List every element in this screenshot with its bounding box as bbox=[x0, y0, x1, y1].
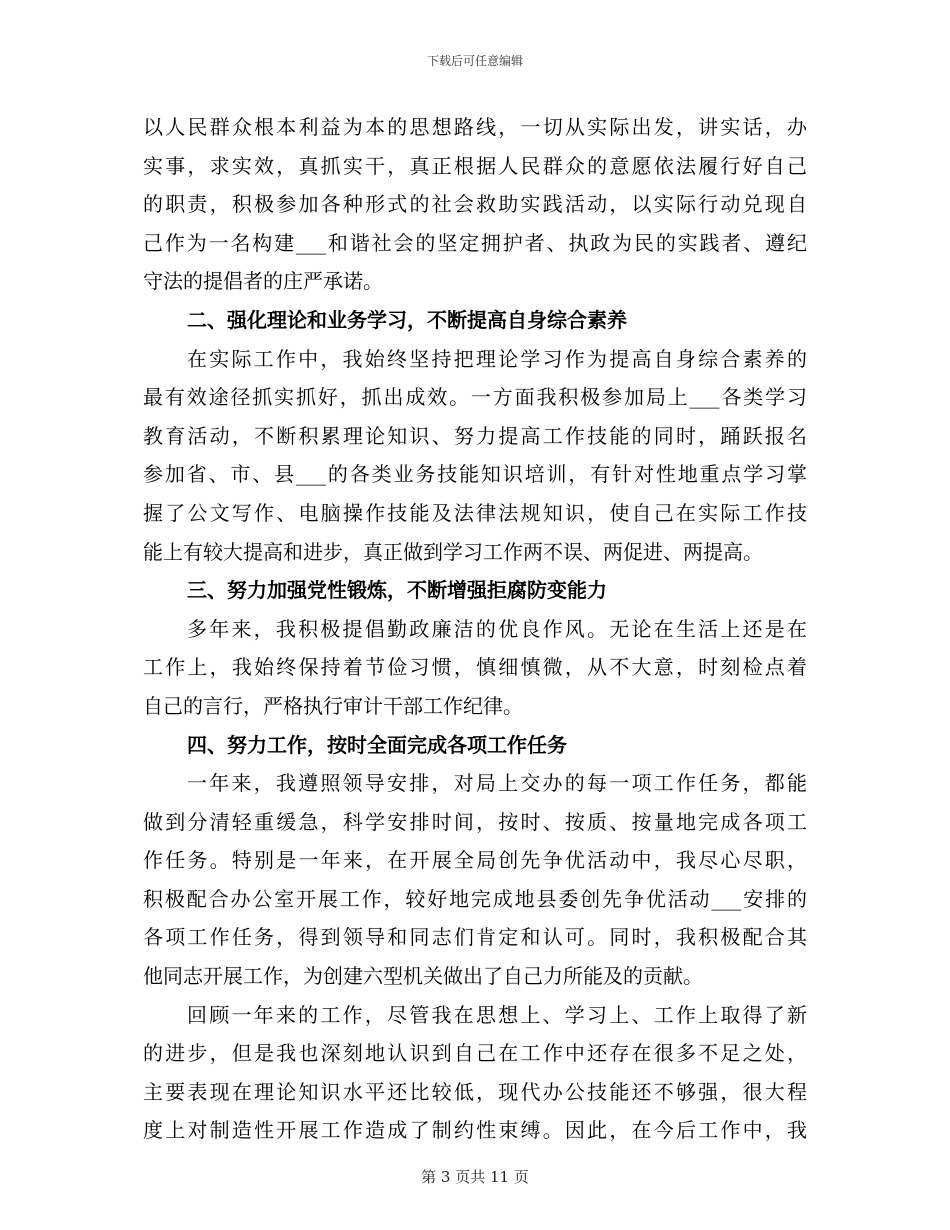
body-line: 守法的提倡者的庄严承诺。 bbox=[143, 269, 383, 294]
body-line: 他同志开展工作，为创建六型机关做出了自己力所能及的贡献。 bbox=[143, 964, 703, 989]
body-line: 度上对制造性开展工作造成了制约性束缚。因此，在今后工作中，我 bbox=[143, 1118, 807, 1143]
page-header: 下载后可任意编辑 bbox=[426, 54, 523, 68]
paragraph-first-line: 一年来，我遵照领导安排，对局上交办的每一项工作任务，都能 bbox=[187, 771, 807, 796]
body-line: 以人民群众根本利益为本的思想路线，一切从实际出发，讲实话，办 bbox=[143, 115, 807, 139]
body-line: 主要表现在理论知识水平还比较低，现代办公技能还不够强，很大程 bbox=[143, 1079, 807, 1104]
body-line: 各项工作任务，得到领导和同志们肯定和认可。同时，我积极配合其 bbox=[143, 925, 807, 950]
paragraph-first-line: 多年来，我积极提倡勤政廉洁的优良作风。无论在生活上还是在 bbox=[187, 616, 807, 641]
page-number: 第 3 页共 11 页 bbox=[421, 1168, 529, 1186]
body-line: 作任务。特别是一年来，在开展全局创先争优活动中，我尽心尽职， bbox=[143, 848, 807, 873]
section-heading-3: 三、努力加强党性锻炼，不断增强拒腐防变能力 bbox=[187, 578, 607, 603]
body-line: 参加省、市、县___的各类业务技能知识培训，有针对性地重点学习掌 bbox=[143, 462, 807, 487]
body-line: 做到分清轻重缓急，科学安排时间，按时、按质、按量地完成各项工 bbox=[143, 809, 807, 834]
body-line: 实事，求实效，真抓实干，真正根据人民群众的意愿依法履行好自己 bbox=[143, 153, 807, 178]
paragraph-first-line: 回顾一年来的工作，尽管我在思想上、学习上、工作上取得了新 bbox=[187, 1002, 807, 1027]
body-line: 最有效途径抓实抓好，抓出成效。一方面我积极参加局上___各类学习 bbox=[143, 385, 807, 410]
body-line: 己作为一名构建___和谐社会的坚定拥护者、执政为民的实践者、遵纪 bbox=[143, 230, 807, 255]
body-line: 工作上，我始终保持着节俭习惯，慎细慎微，从不大意，时刻检点着 bbox=[143, 655, 807, 680]
body-line: 能上有较大提高和进步，真正做到学习工作两不误、两促进、两提高。 bbox=[143, 539, 763, 564]
body-line: 教育活动，不断积累理论知识、努力提高工作技能的同时，踊跃报名 bbox=[143, 423, 807, 448]
document-body bbox=[143, 108, 807, 1150]
body-line: 的职责，积极参加各种形式的社会救助实践活动，以实际行动兑现自 bbox=[143, 192, 807, 217]
section-heading-4: 四、努力工作，按时全面完成各项工作任务 bbox=[187, 732, 567, 757]
section-heading-2: 二、强化理论和业务学习，不断提高自身综合素养 bbox=[187, 307, 627, 332]
body-line: 积极配合办公室开展工作，较好地完成地县委创先争优活动___安排的 bbox=[143, 886, 807, 911]
body-line: 自己的言行，严格执行审计干部工作纪律。 bbox=[143, 693, 523, 718]
body-line: 的进步，但是我也深刻地认识到自己在工作中还存在很多不足之处， bbox=[143, 1041, 807, 1066]
body-line: 握了公文写作、电脑操作技能及法律法规知识，使自己在实际工作技 bbox=[143, 500, 807, 525]
paragraph-first-line: 在实际工作中，我始终坚持把理论学习作为提高自身综合素养的 bbox=[187, 346, 807, 371]
